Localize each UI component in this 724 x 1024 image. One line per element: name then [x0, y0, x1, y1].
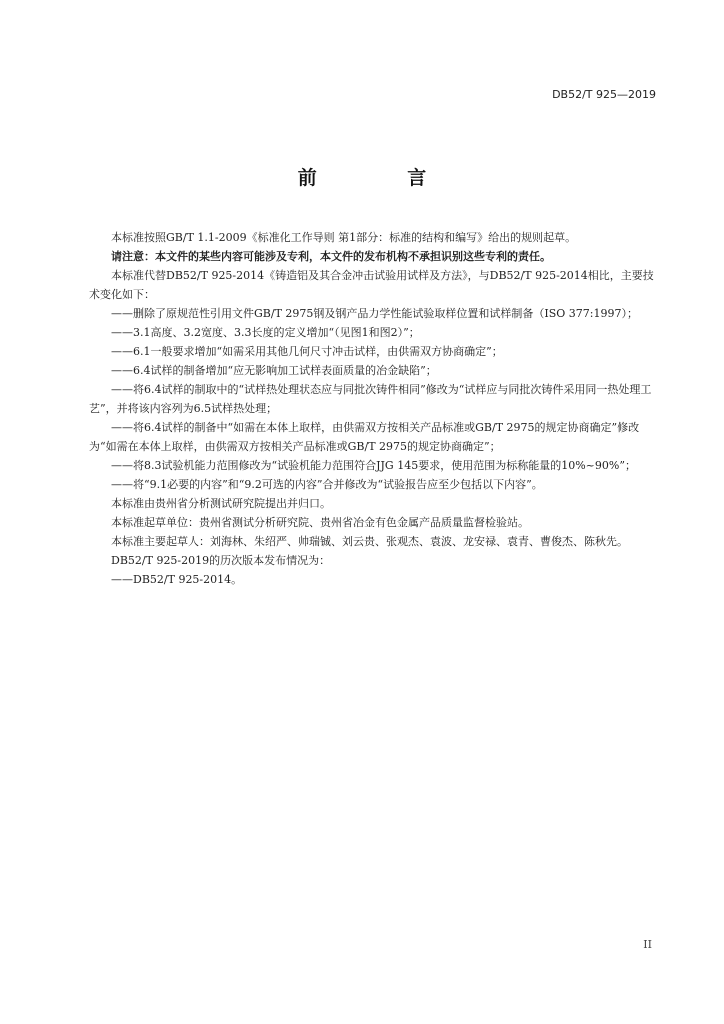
- page-title: 前 言: [297, 167, 469, 189]
- paragraph-drafters: 本标准主要起草人：刘海林、朱绍严、帅瑞铖、刘云贵、张观杰、袁波、龙安禄、袁青、曹俊杰、陈秋先。: [111, 535, 628, 548]
- version-history-item: ——DB52/T 925-2014。: [111, 573, 243, 586]
- paragraph-version-history: DB52/T 925-2019的历次版本发布情况为：: [111, 554, 331, 567]
- paragraph-drafting-rules: 本标准按照GB/T 1.1-2009《标准化工作导则 第1部分：标准的结构和编写》给出的规则起草。: [111, 231, 577, 244]
- page-number: II: [643, 938, 652, 951]
- change-item: ——将8.3试验机能力范围修改为“试验机能力范围符合JJG 145要求，使用范围为标称能量的10%~90%”；: [111, 459, 636, 472]
- foreword-body: [89, 228, 657, 589]
- document-code: DB52/T 925—2019: [552, 88, 656, 101]
- paragraph-patent-notice: 请注意：本文件的某些内容可能涉及专利，本文件的发布机构不承担识别这些专利的责任。: [111, 250, 551, 263]
- change-item: ——6.4试样的制备增加“应无影响加工试样表面质量的冶金缺陷”；: [111, 364, 437, 377]
- change-item: ——将6.4试样的制备中“如需在本体上取样，由供需双方按相关产品标准或GB/T 2975的规定协商确定”修改为“如需在本体上取样，由供需双方按相关产品标准或GB/T 2975的规定协商确定”；: [89, 421, 640, 453]
- paragraph-proposer: 本标准由贵州省分析测试研究院提出并归口。: [111, 497, 331, 510]
- change-item: ——将6.4试样的制取中的“试样热处理状态应与同批次铸件相同”修改为“试样应与同批次铸件采用同一热处理工艺”，并将该内容列为6.5试样热处理；: [89, 383, 652, 415]
- change-item: ——删除了原规范性引用文件GB/T 2975钢及钢产品力学性能试验取样位置和试样制备（ISO 377:1997）；: [111, 307, 638, 320]
- change-item: ——将“9.1必要的内容”和“9.2可选的内容”合并修改为“试验报告应至少包括以下内容”。: [111, 478, 543, 491]
- change-item: ——3.1高度、3.2宽度、3.3长度的定义增加“（见图1和图2）”；: [111, 326, 420, 339]
- paragraph-replacement: 本标准代替DB52/T 925-2014《铸造铝及其合金冲击试验用试样及方法》，与DB52/T 925-2014相比，主要技术变化如下：: [89, 269, 654, 301]
- paragraph-drafting-units: 本标准起草单位：贵州省测试分析研究院、贵州省冶金有色金属产品质量监督检验站。: [111, 516, 529, 529]
- change-item: ——6.1一般要求增加“如需采用其他几何尺寸冲击试样，由供需双方协商确定”；: [111, 345, 503, 358]
